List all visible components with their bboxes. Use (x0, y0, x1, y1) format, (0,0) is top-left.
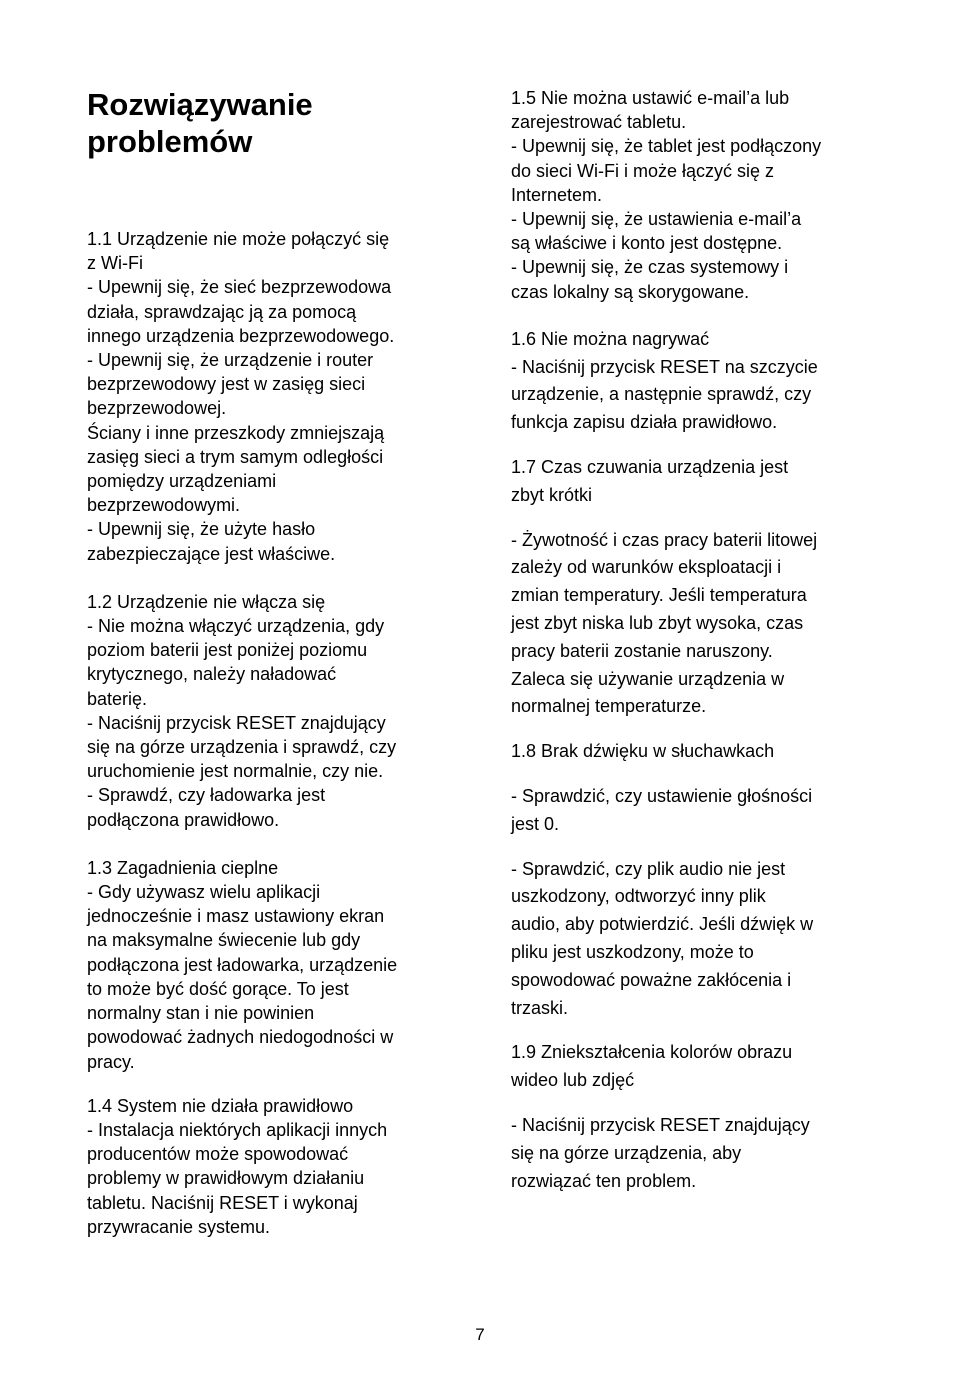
text-line: innego urządzenia bezprzewodowego. (87, 325, 395, 346)
left-column (87, 86, 467, 1263)
section-1-8-sound-heading (511, 738, 911, 766)
text-line: zmian temperatury. Jeśli temperatura (511, 585, 807, 606)
text-line: 1.7 Czas czuwania urządzenia jest (511, 457, 789, 478)
section-1-7-standby-heading (511, 454, 911, 510)
text-line: - Upewnij się, że sieć bezprzewodowa (87, 277, 392, 298)
text-line: urządzenie, a następnie sprawdź, czy (511, 384, 812, 405)
text-line: - Upewnij się, że ustawienia e-mail’a (511, 209, 802, 230)
text-line: zbyt krótki (511, 484, 593, 505)
text-line: - Naciśnij przycisk RESET na szczycie (511, 356, 818, 377)
page-title (87, 86, 467, 160)
text-line: - Sprawdzić, czy ustawienie głośności (511, 785, 813, 806)
text-line: normalnej temperaturze. (511, 696, 707, 717)
text-line: 1.8 Brak dźwięku w słuchawkach (511, 741, 775, 762)
text-line: - Upewnij się, że czas systemowy i (511, 257, 789, 278)
text-line: są właściwe i konto jest dostępne. (511, 233, 783, 254)
text-line: 1.3 Zagadnienia cieplne (87, 857, 279, 878)
text-line: wideo lub zdjęć (511, 1070, 635, 1091)
text-line: normalny stan i nie powinien (87, 1003, 315, 1024)
text-line: zabezpieczające jest właściwe. (87, 543, 336, 564)
text-line: czas lokalny są skorygowane. (511, 281, 750, 302)
text-line: - Sprawdź, czy ładowarka jest (87, 785, 326, 806)
text-line: rozwiązać ten problem. (511, 1170, 697, 1191)
text-line: podłączona jest ładowarka, urządzenie (87, 954, 398, 975)
text-line: jest 0. (511, 813, 560, 834)
text-line: jest zbyt niska lub zbyt wysoka, czas (511, 613, 804, 633)
text-line: - Upewnij się, że urządzenie i router (87, 350, 374, 371)
text-line: się na górze urządzenia, aby (511, 1142, 742, 1163)
text-line: uszkodzony, odtworzyć inny plik (511, 886, 766, 907)
text-line: się na górze urządzenia i sprawdź, czy (87, 737, 397, 758)
text-line: spowodować poważne zakłócenia i (511, 969, 792, 990)
section-1-1-wifi (87, 227, 467, 566)
text-line: na maksymalne świecenie lub gdy (87, 930, 361, 951)
section-1-9-color-heading (511, 1039, 911, 1095)
text-line: 1.6 Nie można nagrywać (511, 328, 710, 349)
text-line: działa, sprawdzając ją za pomocą (87, 301, 357, 322)
text-line: - Żywotność i czas pracy baterii litowej (511, 529, 818, 550)
text-line: pracy baterii zostanie naruszony. (511, 640, 773, 661)
text-line: audio, aby potwierdzić. Jeśli dźwięk w (511, 914, 814, 935)
section-1-2-power-on (87, 590, 467, 832)
text-line: - Upewnij się, że tablet jest podłączony (511, 136, 822, 157)
text-line: 1.9 Zniekształcenia kolorów obrazu (511, 1042, 793, 1063)
page-title-line-2: problemów (87, 124, 253, 159)
text-line: 1.5 Nie można ustawić e-mail’a lub (511, 88, 790, 108)
text-line: powodować żadnych niedogodności w (87, 1027, 394, 1048)
text-line: krytycznego, należy naładować (87, 664, 337, 685)
text-line: 1.2 Urządzenie nie włącza się (87, 591, 326, 612)
text-line: funkcja zapisu działa prawidłowo. (511, 412, 778, 433)
text-line: poziom baterii jest poniżej poziomu (87, 640, 368, 661)
section-1-9-color-body (511, 1112, 911, 1195)
text-line: zasięg sieci a trym samym odległości (87, 446, 384, 467)
text-line: bezprzewodowymi. (87, 495, 241, 516)
page-title-line-1: Rozwiązywanie (87, 87, 313, 122)
text-line: Internetem. (511, 184, 603, 205)
section-1-8-volume-check (511, 783, 911, 839)
text-line: podłączona prawidłowo. (87, 809, 280, 830)
text-line: tabletu. Naciśnij RESET i wykonaj (87, 1192, 358, 1213)
right-column (511, 86, 911, 1212)
section-1-5-email (511, 86, 911, 304)
text-line: - Gdy używasz wielu aplikacji (87, 882, 321, 903)
text-line: - Upewnij się, że użyte hasło (87, 519, 316, 540)
section-1-6-recording (511, 326, 911, 437)
text-line: problemy w prawidłowym działaniu (87, 1168, 365, 1189)
text-line: pracy. (87, 1051, 135, 1072)
text-line: - Sprawdzić, czy plik audio nie jest (511, 858, 786, 879)
text-line: 1.4 System nie działa prawidłowo (87, 1095, 354, 1116)
text-line: zarejestrować tabletu. (511, 112, 687, 133)
text-line: Zaleca się używanie urządzenia w (511, 668, 785, 689)
text-line: bezprzewodowej. (87, 398, 227, 419)
section-1-8-audio-file-check (511, 856, 911, 1023)
text-line: jednocześnie i masz ustawiony ekran (87, 906, 385, 927)
text-line: bezprzewodowy jest w zasięg sieci (87, 374, 366, 395)
section-1-4-system (87, 1094, 467, 1239)
text-line: baterię. (87, 688, 148, 709)
text-line: - Naciśnij przycisk RESET znajdujący (511, 1114, 810, 1135)
text-line: - Naciśnij przycisk RESET znajdujący (87, 712, 386, 733)
text-line: producentów może spowodować (87, 1144, 349, 1165)
text-line: do sieci Wi-Fi i może łączyć się z (511, 160, 775, 181)
text-line: pomiędzy urządzeniami (87, 471, 277, 492)
page-number: 7 (475, 1325, 485, 1344)
text-line: zależy od warunków eksploatacji i (511, 557, 782, 578)
text-line: - Nie można włączyć urządzenia, gdy (87, 616, 385, 637)
text-line: z Wi-Fi (87, 253, 143, 274)
text-line: przywracanie systemu. (87, 1216, 271, 1237)
text-line: trzaski. (511, 997, 569, 1018)
section-1-3-thermal (87, 856, 467, 1074)
text-line: to może być dość gorące. To jest (87, 978, 349, 999)
text-line: - Instalacja niektórych aplikacji innych (87, 1119, 388, 1140)
text-line: Ściany i inne przeszkody zmniejszają (87, 422, 385, 443)
section-1-7-standby-body (511, 527, 911, 722)
text-line: pliku jest uszkodzony, może to (511, 941, 754, 962)
text-line: 1.1 Urządzenie nie może połączyć się (87, 229, 390, 249)
text-line: uruchomienie jest normalnie, czy nie. (87, 761, 384, 782)
